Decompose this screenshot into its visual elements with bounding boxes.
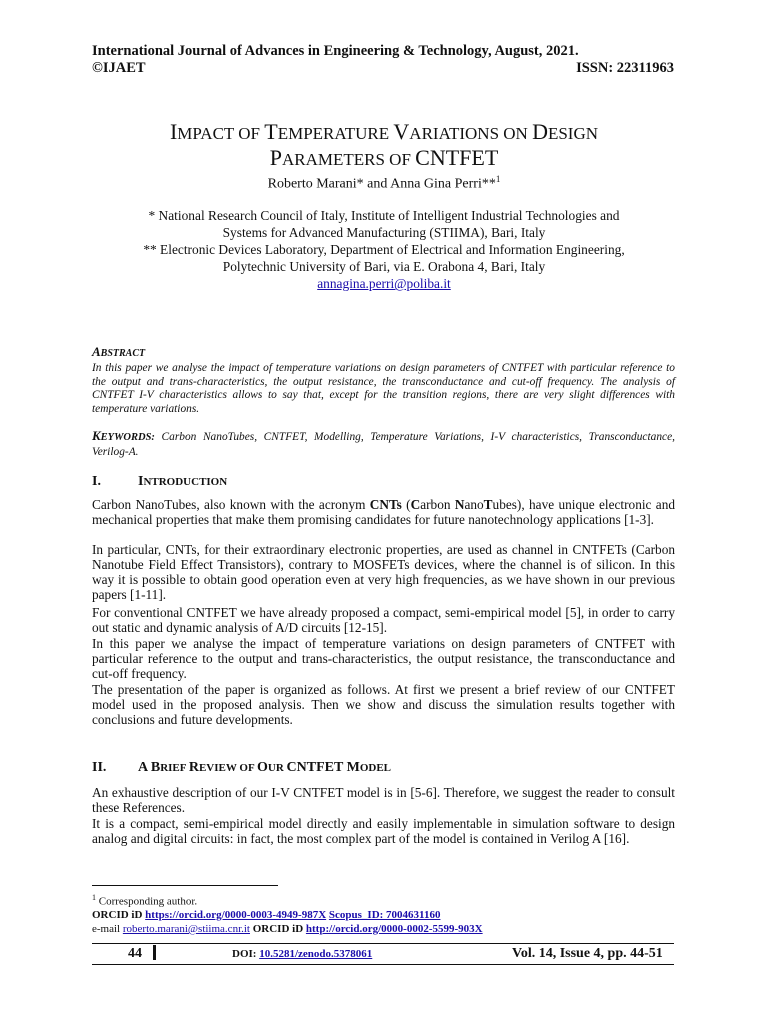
scopus-link[interactable]: Scopus_ID: 7004631160 [328,909,441,921]
intro-paragraph-1: Carbon NanoTubes, also known with the acronym CNTs (Carbon NanoTubes), have unique electronic and mechanical properties that make them promising candidates for future nanotechnology applications [1-3]. [92,497,675,527]
email-link[interactable]: annagina.perri@poliba.it [317,276,451,291]
journal-name: International Journal of Advances in Engineering & Technology, August, 2021. [92,43,579,59]
contact-email [60,276,708,292]
doi-link[interactable]: 10.5281/zenodo.5378061 [259,948,373,960]
orcid-link-2[interactable]: http://orcid.org/0000-0002-5599-903X [305,923,483,935]
journal-header-line2 [92,60,674,77]
intro-paragraph-3: For conventional CNTFET we have already proposed a compact, semi-empirical model [5], in order to carry out static and dynamic analysis of A/D circuits [12-15]. [92,605,675,635]
page-number-bar [153,945,156,960]
intro-paragraph-5: The presentation of the paper is organized as follows. At first we present a brief review of our CNTFET model used in the proposed analysis. Then we show and discuss the simulation results together with conclusions and future developments. [92,682,675,727]
affiliation-2: ** Electronic Devices Laboratory, Department of Electrical and Information Engineering, [143,242,625,257]
section-heading-introduction: I. INTRODUCTION [92,474,228,489]
review-paragraph-1: An exhaustive description of our I-V CNTFET model is in [5-6]. Therefore, we suggest the reader to consult these References. [92,785,675,815]
author-email-link[interactable]: roberto.marani@stiima.cnr.it [122,923,250,935]
affiliation-1-cont: Systems for Advanced Manufacturing (STIIMA), Bari, Italy [222,225,546,240]
footnote-separator [92,885,278,886]
footer-rule-top [92,943,674,944]
copyright: ©IJAET [92,60,146,76]
intro-paragraph-4: In this paper we analyse the impact of temperature variations on design parameters of CNTFET with particular reference to the output and trans-characteristics, the output resistance, the transconductance and cut-off frequency. [92,636,675,681]
page-number: 44 [128,946,142,961]
doi: DOI: 10.5281/zenodo.5378061 [232,948,373,960]
journal-header [92,43,674,60]
orcid-line-2: e-mail roberto.marani@stiima.cnr.it ORCID iD http://orcid.org/0000-0002-5599-903X [92,923,483,935]
keywords [92,428,675,460]
review-paragraph-2: It is a compact, semi-empirical model directly and easily implementable in simulation software to design analog and digital circuits: in fact, the most complex part of the model is contained in Verilog A [16]. [92,816,675,846]
orcid-line-1: ORCID iD https://orcid.org/0000-0003-4949-987X Scopus_ID: 7004631160 [92,909,441,921]
section-heading-model-review: II. A BRIEF REVIEW OF OUR CNTFET MODEL [92,760,391,775]
paper-title-line-1: IMPACT OF TEMPERATURE VARIATIONS ON DESIGN [169,119,599,144]
footnote: $^1$ Corresponding author. [92,893,198,908]
footer-rule-bottom [92,964,674,965]
issn: ISSN: 22311963 [576,60,674,76]
intro-paragraph-2: In particular, CNTs, for their extraordinary electronic properties, are used as channel in CNTFETs (Carbon Nanotube Field Effect Transistors), contrary to MOSFETs devices, where the channel is of silicon. In this way it is possible to obtain good operation even at very high frequencies, as we have shown in our previous papers [1-11]. [92,542,675,602]
abstract-body: In this paper we analyse the impact of temperature variations on design parameters of CNTFET with particular reference to the output and trans-characteristics, the output resistance, the transconductance and cut-off frequency. The analysis of CNTFET I-V characteristics allows to say that, except for the transition regions, there are very slight differences with temperature variations. [92,362,675,415]
abstract-heading: ABSTRACT [92,344,146,359]
volume-info: Vol. 14, Issue 4, pp. 44-51 [512,946,663,961]
affiliation-1: * National Research Council of Italy, Institute of Intelligent Industrial Technologies and [148,208,620,223]
authors: Roberto Marani* and Anna Gina Perri**$^1$ [267,174,501,192]
paper-title-line-2: PARAMETERS OF CNTFET [269,145,499,170]
orcid-link-1[interactable]: https://orcid.org/0000-0003-4949-987X [145,909,327,921]
affiliation-2-cont: Polytechnic University of Bari, via E. Orabona 4, Bari, Italy [222,259,546,274]
keywords-label: KEYWORDS: [92,428,155,443]
keywords-text: Carbon NanoTubes, CNTFET, Modelling, Temperature Variations, I-V characteristics, Transconductance, Verilog-A. [92,431,675,458]
